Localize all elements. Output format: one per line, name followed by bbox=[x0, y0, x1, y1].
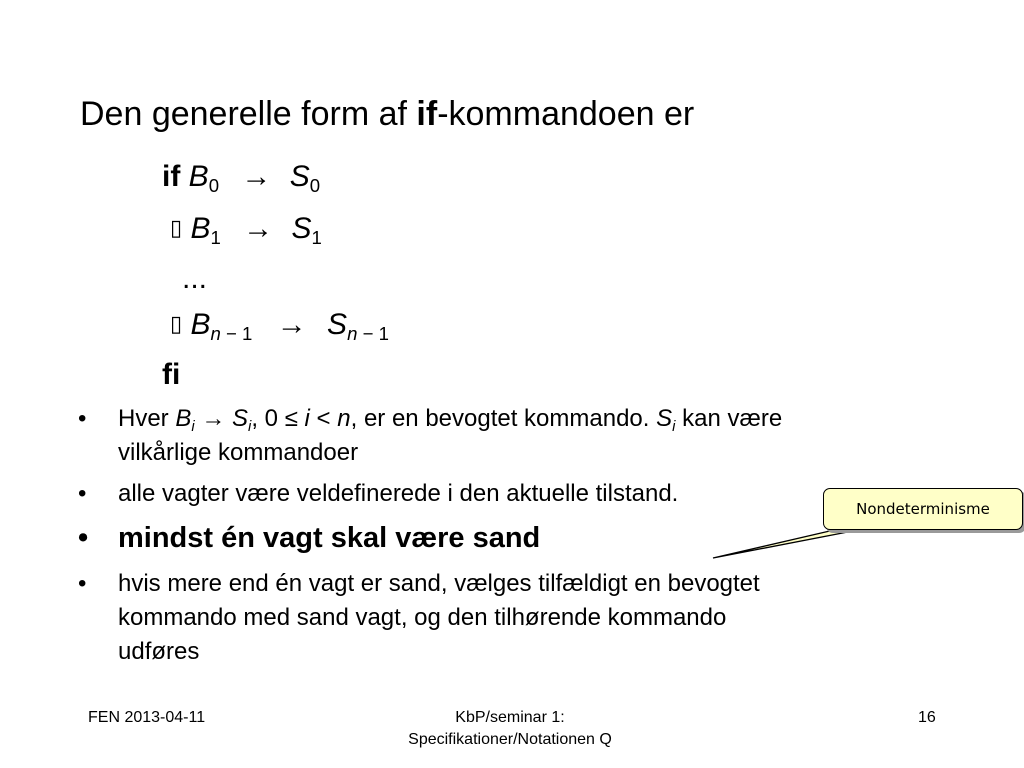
guard-box-icon: ▯ bbox=[170, 215, 183, 240]
guard-b0: $B_0$ bbox=[188, 160, 220, 196]
bullet-icon: • bbox=[78, 522, 89, 554]
bullet-4-text-line2: kommando med sand vagt, og den tilhørende kommando bbox=[118, 604, 727, 631]
bullet-4-text-line1: hvis mere end én vagt er sand, vælges tilfældigt en bevogtet bbox=[118, 570, 760, 597]
guard-b1: $B_1$ bbox=[190, 212, 221, 248]
bullet-icon: • bbox=[78, 480, 87, 507]
stmt-s0: $S_0$ bbox=[289, 160, 321, 196]
bullet-icon: • bbox=[78, 405, 87, 432]
stmt-s1: $S_1$ bbox=[291, 212, 322, 248]
bullet-3-text: mindst én vagt skal være sand bbox=[118, 522, 541, 554]
guard-bn: $B_{n - 1}$ bbox=[190, 308, 253, 344]
arrow-0: → bbox=[241, 160, 272, 193]
page-number: 16 bbox=[918, 709, 936, 726]
heading-prefix: Den generelle form af bbox=[80, 95, 417, 133]
bullet-2-text: alle vagter være veldefinerede i den aktuelle tilstand. bbox=[118, 480, 679, 507]
arrow-n: → bbox=[276, 308, 307, 341]
if-keyword: if bbox=[162, 160, 181, 193]
footer-date: FEN 2013-04-11 bbox=[88, 709, 206, 726]
footer-title-line2: Specifikationer/Notationen Q bbox=[408, 731, 612, 748]
arrow-1: → bbox=[243, 212, 274, 245]
bullet-4-text-line3: udføres bbox=[118, 638, 200, 665]
guard-box-icon: ▯ bbox=[170, 311, 183, 336]
bullet-1-text-line2: vilkårlige kommandoer bbox=[118, 439, 359, 466]
formula-ellipsis: ... bbox=[182, 262, 208, 295]
footer-title bbox=[360, 707, 660, 751]
bullet-icon: • bbox=[78, 570, 87, 597]
bullet-1-text: Hver $B_i \to S_i$, 0 ≤ i < n, er en bevogtet kommando. $S_i$ kan være bbox=[118, 405, 783, 435]
nondeterminism-callout: Nondeterminisme bbox=[823, 488, 1023, 530]
footer-title-line1: KbP/seminar 1: bbox=[455, 709, 565, 726]
stmt-sn: $S_{n - 1}$ bbox=[327, 308, 389, 344]
fi-keyword: fi bbox=[162, 358, 181, 391]
heading-bold-keyword: if bbox=[416, 95, 438, 133]
heading-suffix: -kommandoen er bbox=[437, 95, 695, 133]
